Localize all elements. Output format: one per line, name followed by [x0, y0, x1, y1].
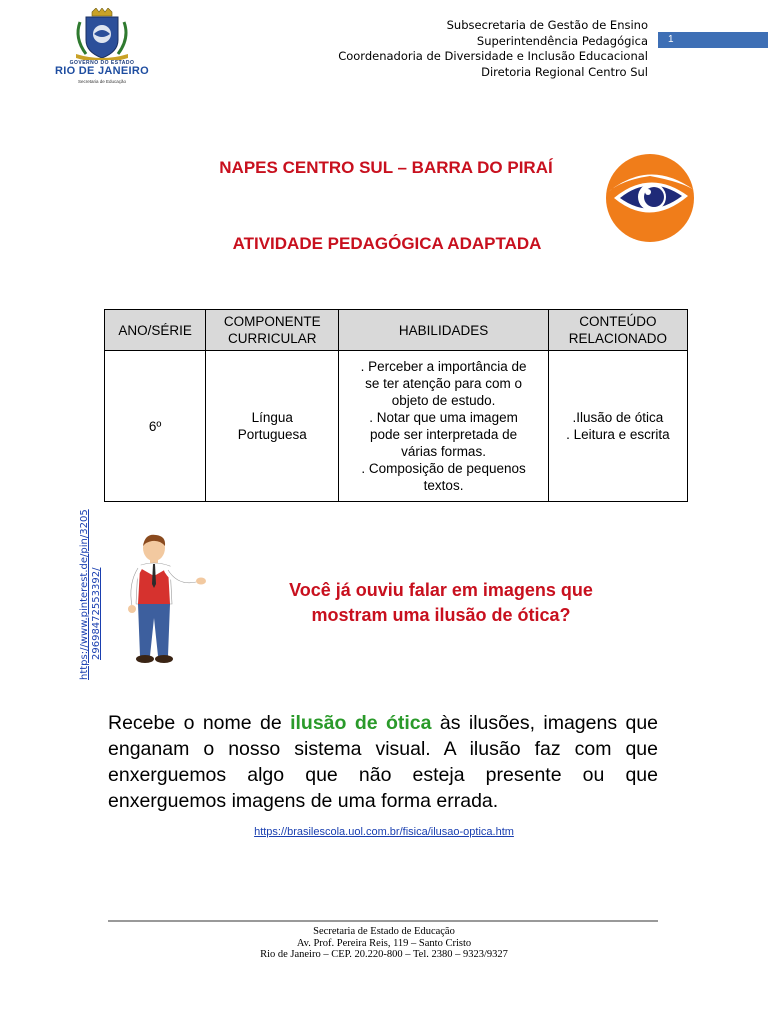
coat-of-arms-icon: [46, 8, 158, 60]
cell-line: . Composição de pequenos: [361, 461, 526, 476]
cell-line: . Perceber a importância de: [360, 359, 527, 374]
cell-line: se ter atenção para com o: [365, 376, 522, 391]
page-title: NAPES CENTRO SUL – BARRA DO PIRAÍ: [219, 158, 553, 177]
paragraph-text: às ilusões, imagens que enganam o nosso sistema visual. A ilusão faz com que enxerguemos algo que não esteja presente ou que enxerguemos imagens de uma forma errada.: [108, 712, 659, 812]
presenter-figure: [120, 532, 208, 664]
question-line: Você já ouviu falar em imagens que: [289, 580, 593, 600]
header-line: Diretoria Regional Centro Sul: [481, 64, 648, 79]
highlighted-term: ilusão de ótica: [290, 712, 432, 734]
cell-habilidades: [339, 351, 548, 502]
logo-title: RIO DE JANEIRO: [54, 65, 150, 77]
footer-divider: [108, 920, 658, 922]
state-logo: [46, 8, 158, 88]
paragraph-text: Recebe o nome de: [108, 712, 291, 734]
cell-line: várias formas.: [401, 444, 486, 459]
col-header-ano-serie: ANO/SÉRIE: [105, 310, 206, 351]
header-line: Superintendência Pedagógica: [476, 33, 648, 48]
eye-logo-icon: [602, 152, 698, 244]
cell-line: pode ser interpretada de: [370, 427, 518, 442]
table-row: [105, 351, 688, 502]
col-header-habilidades: HABILIDADES: [339, 310, 548, 351]
cell-line: objeto de estudo.: [391, 393, 496, 408]
question-line: mostram uma ilusão de ótica?: [311, 605, 571, 625]
eye-logo: [602, 152, 698, 244]
cell-line: Língua: [251, 410, 293, 425]
header-institution-lines: [338, 18, 648, 80]
page-subtitle: ATIVIDADE PEDAGÓGICA ADAPTADA: [232, 234, 542, 253]
link-line[interactable]: https://www.pinterest.de/pin/3205: [79, 509, 90, 680]
header-line: Subsecretaria de Gestão de Ensino: [446, 18, 648, 32]
cell-line: Portuguesa: [237, 427, 307, 442]
body-paragraph: [108, 710, 658, 814]
header-line: Coordenadoria de Diversidade e Inclusão Educacional: [338, 49, 648, 63]
cell-line: textos.: [423, 478, 464, 493]
footer-line: Rio de Janeiro – CEP. 20.220-800 – Tel. 2380 – 9323/9327: [260, 949, 508, 960]
col-header-conteudo: CONTEÚDO RELACIONADO: [548, 310, 687, 351]
cell-line: .Ilusão de ótica: [572, 410, 664, 425]
cell-line: . Notar que uma imagem: [369, 410, 518, 425]
logo-subtitle: GOVERNO DO ESTADO: [69, 60, 135, 66]
cell-conteudo: [548, 351, 687, 502]
footer-line: Av. Prof. Pereira Reis, 119 – Santo Cristo: [296, 937, 472, 949]
reference-link[interactable]: https://brasilescola.uol.com.br/fisica/ilusao-optica.htm: [254, 826, 514, 838]
activity-info-table: [104, 309, 688, 502]
cell-line: . Leitura e escrita: [566, 427, 670, 442]
cell-ano: 6º: [105, 351, 206, 502]
image-source-link[interactable]: [79, 509, 103, 680]
footer-address: [0, 926, 768, 961]
footer-line: Secretaria de Estado de Educação: [313, 926, 455, 937]
logo-caption: Secretaria de Educação: [77, 79, 127, 84]
man-presenting-illustration: [120, 532, 208, 664]
question-text: [238, 578, 644, 628]
table-header-row: [105, 310, 688, 351]
page-number-badge: 1: [658, 32, 768, 48]
cell-componente: [206, 351, 339, 502]
col-header-componente: COMPONENTE CURRICULAR: [206, 310, 339, 351]
link-line[interactable]: 29698472553392/: [91, 567, 102, 660]
